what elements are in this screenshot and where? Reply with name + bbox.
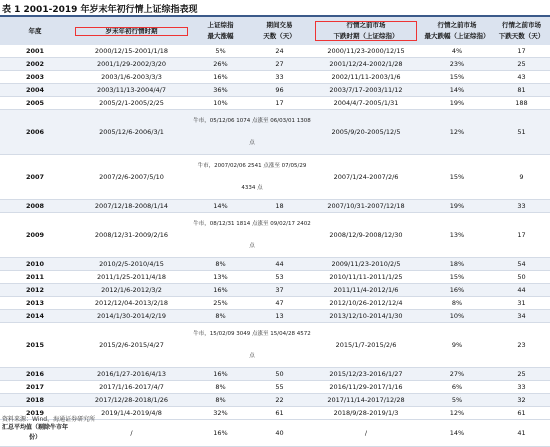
cell-year: 2008 xyxy=(0,200,70,213)
cell-prev-period: 2001/12/24-2002/1/28 xyxy=(311,58,421,71)
cell-prev-period: 2016/11/29-2017/1/16 xyxy=(311,381,421,394)
table-row xyxy=(0,310,550,323)
cell-days: 27 xyxy=(248,58,311,71)
header-prev-days: 行情之前市场 下跌天数（天） xyxy=(493,17,550,45)
cell-period: 2005/12/6-2006/3/1 xyxy=(70,110,193,155)
cell-prev-period: 2004/4/7-2005/1/31 xyxy=(311,97,421,110)
cell-prev-drop: 15% xyxy=(421,271,493,284)
cell-prev-drop: 12% xyxy=(421,110,493,155)
cell-days: 53 xyxy=(248,271,311,284)
cell-year: 2015 xyxy=(0,323,70,368)
cell-year: 2019 xyxy=(0,407,70,420)
cell-period: 2016/1/27-2016/4/13 xyxy=(70,368,193,381)
cell-max-gain: 5% xyxy=(193,45,248,58)
cell-prev-days: 23 xyxy=(493,323,550,368)
cell-days: 24 xyxy=(248,45,311,58)
cell-period: 2001/1/29-2002/3/20 xyxy=(70,58,193,71)
table-row xyxy=(0,45,550,58)
table-row xyxy=(0,394,550,407)
cell-prev-period: 2018/9/28-2019/1/3 xyxy=(311,407,421,420)
cell-period: 2012/1/6-2012/3/2 xyxy=(70,284,193,297)
table-row xyxy=(0,284,550,297)
cell-prev-drop: 6% xyxy=(421,381,493,394)
cell-period: 2017/12/28-2018/1/26 xyxy=(70,394,193,407)
cell-prev-days: 17 xyxy=(493,45,550,58)
cell-max-gain: 16% xyxy=(193,71,248,84)
cell-prev-period: 2010/11/11-2011/1/25 xyxy=(311,271,421,284)
cell-max-gain: 13% xyxy=(193,271,248,284)
cell-prev-days: 33 xyxy=(493,200,550,213)
cell-year: 2010 xyxy=(0,258,70,271)
cell-period: 2014/1/30-2014/2/19 xyxy=(70,310,193,323)
cell-max-gain: 8% xyxy=(193,310,248,323)
cell-days: 37 xyxy=(248,284,311,297)
cell-prev-drop: 19% xyxy=(421,97,493,110)
cell-period: 2015/2/6-2015/4/27 xyxy=(70,323,193,368)
cell-prev-drop: 18% xyxy=(421,258,493,271)
cell-prev-drop: 4% xyxy=(421,45,493,58)
cell-max-gain: 16% xyxy=(193,284,248,297)
cell-days: 44 xyxy=(248,258,311,271)
table-row xyxy=(0,84,550,97)
cell-prev-days: 54 xyxy=(493,258,550,271)
cell-bull-market-note: 牛市，2007/02/06 2541 点涨至 07/05/29 4334 点 xyxy=(193,155,311,200)
cell-prev-period: 2000/11/23-2000/12/15 xyxy=(311,45,421,58)
cell-max-gain: 10% xyxy=(193,97,248,110)
summary-gain: 16% xyxy=(193,420,248,447)
table-row xyxy=(0,110,550,155)
cell-prev-days: 51 xyxy=(493,110,550,155)
summary-drop: 14% xyxy=(421,420,493,447)
cell-prev-days: 61 xyxy=(493,407,550,420)
cell-prev-period: 2005/9/20-2005/12/5 xyxy=(311,110,421,155)
table-row xyxy=(0,71,550,84)
table-row xyxy=(0,97,550,110)
table-row xyxy=(0,200,550,213)
cell-prev-days: 33 xyxy=(493,381,550,394)
cell-year: 2005 xyxy=(0,97,70,110)
cell-period: 2003/11/13-2004/4/7 xyxy=(70,84,193,97)
cell-prev-days: 17 xyxy=(493,213,550,258)
cell-year: 2011 xyxy=(0,271,70,284)
header-days: 期间交易 天数（天） xyxy=(248,17,311,45)
cell-prev-period: 2007/1/24-2007/2/6 xyxy=(311,155,421,200)
cell-prev-period: 2015/12/23-2016/1/27 xyxy=(311,368,421,381)
header-prev-drop: 行情之前市场 最大跌幅（上证综指） xyxy=(421,17,493,45)
summary-prev-days: 41 xyxy=(493,420,550,447)
summary-label: 汇总平均值（剔除牛市年份） xyxy=(0,420,70,447)
cell-max-gain: 25% xyxy=(193,297,248,310)
summary-row xyxy=(0,420,550,447)
cell-prev-drop: 10% xyxy=(421,310,493,323)
cell-prev-days: 34 xyxy=(493,310,550,323)
table-row xyxy=(0,258,550,271)
cell-prev-period: 2008/12/9-2008/12/30 xyxy=(311,213,421,258)
cell-year: 2012 xyxy=(0,284,70,297)
cell-prev-drop: 23% xyxy=(421,58,493,71)
cell-prev-drop: 9% xyxy=(421,323,493,368)
cell-prev-period: 2002/11/11-2003/1/6 xyxy=(311,71,421,84)
table-header-row xyxy=(0,17,550,45)
cell-prev-period: 2013/12/10-2014/1/30 xyxy=(311,310,421,323)
summary-prev-period: / xyxy=(311,420,421,447)
cell-prev-drop: 8% xyxy=(421,297,493,310)
cell-prev-drop: 14% xyxy=(421,84,493,97)
cell-period: 2011/1/25-2011/4/18 xyxy=(70,271,193,284)
cell-prev-drop: 27% xyxy=(421,368,493,381)
header-period: 岁末年初行情时期 xyxy=(70,17,193,45)
cell-year: 2014 xyxy=(0,310,70,323)
cell-days: 33 xyxy=(248,71,311,84)
cell-prev-drop: 15% xyxy=(421,71,493,84)
cell-period: 2000/12/15-2001/1/18 xyxy=(70,45,193,58)
cell-prev-days: 50 xyxy=(493,271,550,284)
table-row xyxy=(0,323,550,368)
cell-days: 17 xyxy=(248,97,311,110)
cell-year: 2007 xyxy=(0,155,70,200)
cell-year: 2013 xyxy=(0,297,70,310)
cell-year: 2009 xyxy=(0,213,70,258)
cell-prev-days: 32 xyxy=(493,394,550,407)
cell-prev-period: 2015/1/7-2015/2/6 xyxy=(311,323,421,368)
market-performance-table xyxy=(0,17,550,447)
table-caption: 表 1 2001-2019 年岁末年初行情上证综指表现 xyxy=(2,5,198,15)
cell-prev-drop: 19% xyxy=(421,200,493,213)
cell-days: 22 xyxy=(248,394,311,407)
table-row xyxy=(0,271,550,284)
table-row xyxy=(0,155,550,200)
cell-prev-drop: 12% xyxy=(421,407,493,420)
cell-prev-period: 2012/10/26-2012/12/4 xyxy=(311,297,421,310)
table-row xyxy=(0,58,550,71)
cell-days: 18 xyxy=(248,200,311,213)
cell-year: 2001 xyxy=(0,45,70,58)
cell-prev-period: 2009/11/23-2010/2/5 xyxy=(311,258,421,271)
header-year: 年度 xyxy=(0,17,70,45)
cell-max-gain: 32% xyxy=(193,407,248,420)
cell-prev-period: 2007/10/31-2007/12/18 xyxy=(311,200,421,213)
cell-prev-days: 188 xyxy=(493,97,550,110)
cell-days: 61 xyxy=(248,407,311,420)
table-row xyxy=(0,368,550,381)
cell-max-gain: 16% xyxy=(193,368,248,381)
cell-days: 96 xyxy=(248,84,311,97)
cell-max-gain: 26% xyxy=(193,58,248,71)
cell-prev-period: 2011/11/4-2012/1/6 xyxy=(311,284,421,297)
cell-prev-days: 31 xyxy=(493,297,550,310)
cell-period: 2005/2/1-2005/2/25 xyxy=(70,97,193,110)
cell-max-gain: 14% xyxy=(193,200,248,213)
cell-year: 2016 xyxy=(0,368,70,381)
cell-bull-market-note: 牛市，08/12/31 1814 点涨至 09/02/17 2402 点 xyxy=(193,213,311,258)
cell-prev-period: 2003/7/17-2003/11/12 xyxy=(311,84,421,97)
cell-year: 2002 xyxy=(0,58,70,71)
cell-prev-drop: 15% xyxy=(421,155,493,200)
cell-period: 2010/2/5-2010/4/15 xyxy=(70,258,193,271)
table-row xyxy=(0,381,550,394)
cell-year: 2003 xyxy=(0,71,70,84)
cell-prev-days: 25 xyxy=(493,368,550,381)
cell-period: 2007/12/18-2008/1/14 xyxy=(70,200,193,213)
cell-period: 2012/12/04-2013/2/18 xyxy=(70,297,193,310)
cell-year: 2006 xyxy=(0,110,70,155)
header-max-gain: 上证综指 最大涨幅 xyxy=(193,17,248,45)
cell-prev-period: 2017/11/14-2017/12/28 xyxy=(311,394,421,407)
cell-prev-drop: 16% xyxy=(421,284,493,297)
cell-prev-days: 81 xyxy=(493,84,550,97)
cell-max-gain: 8% xyxy=(193,381,248,394)
cell-year: 2018 xyxy=(0,394,70,407)
cell-max-gain: 36% xyxy=(193,84,248,97)
cell-days: 55 xyxy=(248,381,311,394)
summary-days: 40 xyxy=(248,420,311,447)
cell-year: 2017 xyxy=(0,381,70,394)
cell-prev-drop: 13% xyxy=(421,213,493,258)
cell-prev-days: 25 xyxy=(493,58,550,71)
summary-period: / xyxy=(70,420,193,447)
cell-prev-days: 44 xyxy=(493,284,550,297)
cell-period: 2019/1/4-2019/4/8 xyxy=(70,407,193,420)
cell-period: 2017/1/16-2017/4/7 xyxy=(70,381,193,394)
table-row xyxy=(0,297,550,310)
cell-days: 13 xyxy=(248,310,311,323)
cell-prev-drop: 5% xyxy=(421,394,493,407)
cell-period: 2003/1/6-2003/3/3 xyxy=(70,71,193,84)
cell-bull-market-note: 牛市，05/12/06 1074 点涨至 06/03/01 1308 点 xyxy=(193,110,311,155)
cell-max-gain: 8% xyxy=(193,258,248,271)
cell-prev-days: 43 xyxy=(493,71,550,84)
cell-year: 2004 xyxy=(0,84,70,97)
cell-max-gain: 8% xyxy=(193,394,248,407)
cell-bull-market-note: 牛市，15/02/09 3049 点涨至 15/04/28 4572 点 xyxy=(193,323,311,368)
header-prev-period: 行情之前市场 下跌时期（上证综指） xyxy=(311,17,421,45)
cell-period: 2007/2/6-2007/5/10 xyxy=(70,155,193,200)
cell-days: 50 xyxy=(248,368,311,381)
source-note: 资料来源：Wind，海通证券研究所 xyxy=(2,416,96,423)
cell-prev-days: 9 xyxy=(493,155,550,200)
cell-days: 47 xyxy=(248,297,311,310)
cell-period: 2008/12/31-2009/2/16 xyxy=(70,213,193,258)
table-row xyxy=(0,213,550,258)
